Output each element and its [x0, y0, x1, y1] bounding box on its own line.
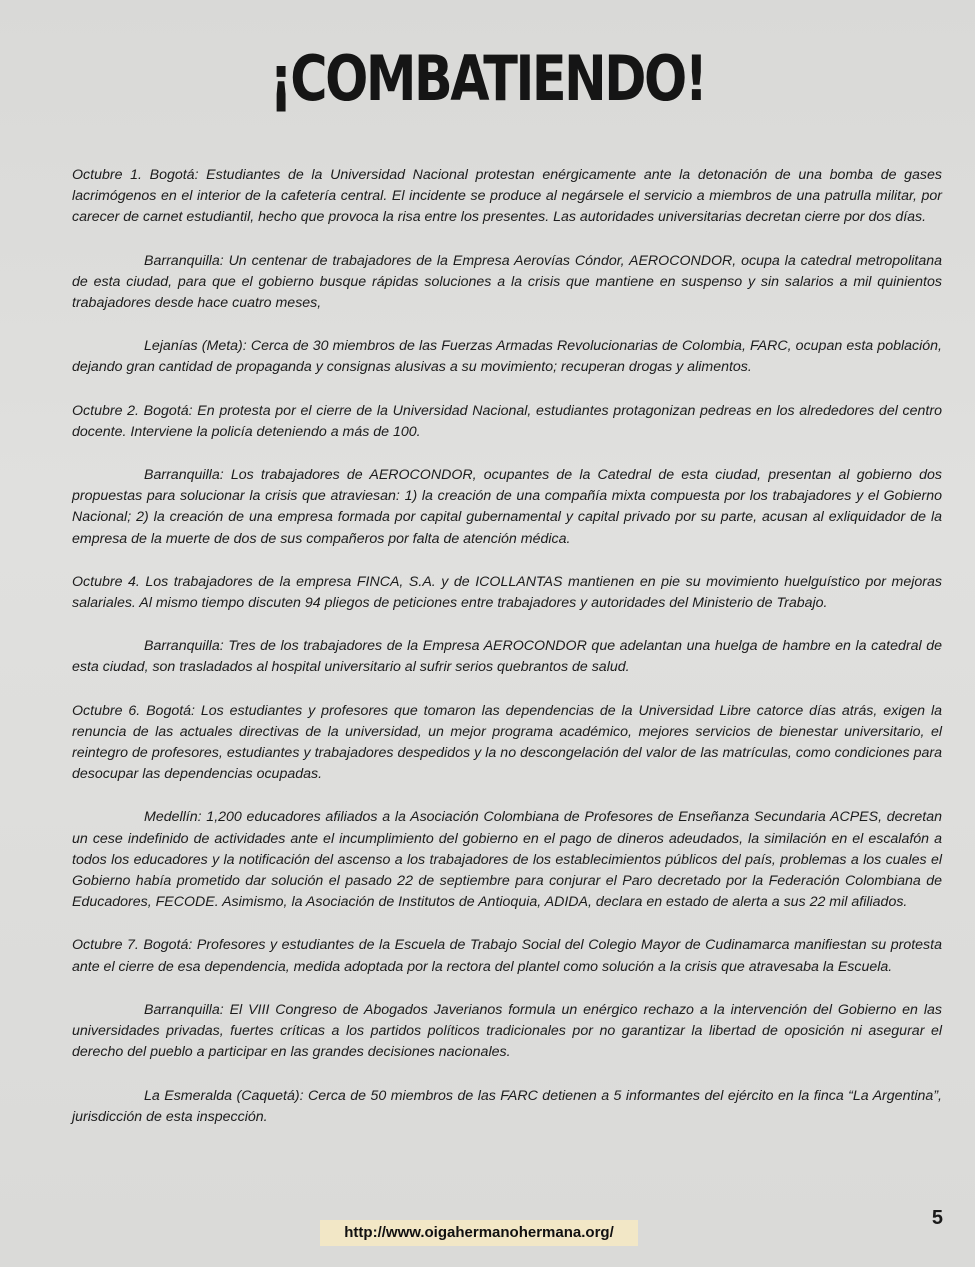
entry-oct6-bogota: Octubre 6. Bogotá: Los estudiantes y profesores que tomaron las dependencias de la Universidad Libre catorce días atrás, exigen la renuncia de las actuales directivas de la universidad, un mejor programa académico, mejores servicios de bienestar universitario, el reintegro de profesores, estudiantes y trabajadores despedidos y la no descongelación del valor de las matrículas, como condiciones para desocupar las dependencias ocupadas. — [72, 702, 942, 783]
entry-oct6-medellin: Medellín: 1,200 educadores afiliados a la Asociación Colombiana de Profesores de Enseñanza Secundaria ACPES, decretan un cese indefinido de actividades ante el incumplimiento del gobierno en el pago de dineros adeudados, la similación en el escalafón a todos los educadores y la notificación del ascenso a los trabajadores de los establecimientos públicos del país, problemas a los cuales el Gobierno había prometido dar solución el pasado 22 de septiembre para conjurar el Paro decretado por la Federación Colombiana de Educadores, FECODE. Asimismo, la Asociación de Institutos de Antioquia, ADIDA, declara en estado de alerta a sus 22 mil afiliados. — [72, 809, 942, 911]
chronicle-body — [72, 165, 942, 1150]
page-number: 5 — [931, 1207, 943, 1229]
entry-oct1-bogota: Octubre 1. Bogotá: Estudiantes de la Universidad Nacional protestan enérgicamente ante la detonación de una bomba de gases lacrimógenos en el interior de la cafetería central. El incidente se produce al negársele el servicio a miembros de una patrulla militar, por carecer de carnet estudiantil, hecho que provoca la risa entre los presentes. Las autoridades universitarias decretan cierre por dos días. — [72, 167, 942, 226]
page-title: ¡COMBATIENDO! — [269, 42, 706, 115]
entry-oct7-barranquilla: Barranquilla: El VIII Congreso de Abogados Javerianos formula un enérgico rechazo a la intervención del Gobierno en las universidades privadas, fuertes críticas a los partidos políticos tradicionales por no garantizar la libertad de oposición ni asegurar el derecho del pueblo a participar en las grandes decisiones nacionales. — [72, 1001, 942, 1061]
entry-oct4: Octubre 4. Los trabajadores de la empresa FINCA, S.A. y de ICOLLANTAS mantienen en pie su movimiento huelguístico por mejoras salariales. Al mismo tiempo discuten 94 pliegos de peticiones entre trabajadores y autoridades del Ministerio de Trabajo. — [72, 573, 942, 612]
entry-oct1-lejanias: Lejanías (Meta): Cerca de 30 miembros de las Fuerzas Armadas Revolucionarias de Colombia, FARC, ocupan esta población, dejando gran cantidad de propaganda y consignas alusivas a su movimiento; recuperan drogas y alimentos. — [72, 338, 942, 376]
entry-oct2-barranquilla: Barranquilla: Los trabajadores de AEROCONDOR, ocupantes de la Catedral de esta ciudad, presentan al gobierno dos propuestas para solucionar la crisis que atraviesan: 1) la creación de una compañía mixta compuesta por los trabajadores y el Gobierno Nacional; 2) la creación de una empresa formada por capital gubernamental y capital privado por su parte, acusan al exliquidador de la empresa de la muerte de dos de sus compañeros por falta de atención médica. — [72, 467, 942, 547]
entry-oct7-bogota: Octubre 7. Bogotá: Profesores y estudiantes de la Escuela de Trabajo Social del Colegio Mayor de Cudinamarca manifiestan su protesta ante el cierre de esa dependencia, medida adoptada por la rectora del plantel como solución a la crisis que atravesaba la Escuela. — [72, 937, 942, 975]
entry-oct7-la-esmeralda: La Esmeralda (Caquetá): Cerca de 50 miembros de las FARC detienen a 5 informantes del ejército en la finca “La Argentina”, jurisdicción de esta inspección. — [72, 1087, 942, 1125]
entry-oct1-barranquilla: Barranquilla: Un centenar de trabajadores de la Empresa Aerovías Cóndor, AEROCONDOR, ocupa la catedral metropolitana de esta ciudad, para que el gobierno busque rápidas soluciones a la crisis que mantiene en suspenso y sin salarios a mil quinientos trabajadores desde hace cuatro meses, — [72, 252, 942, 312]
entry-oct2-bogota: Octubre 2. Bogotá: En protesta por el cierre de la Universidad Nacional, estudiantes protagonizan pedreas en los alrededores del centro docente. Interviene la policía deteniendo a más de 100. — [72, 402, 942, 440]
source-url-link[interactable]: http://www.oigahermanohermana.org/ — [320, 1220, 638, 1246]
entry-oct4-barranquilla: Barranquilla: Tres de los trabajadores de la Empresa AEROCONDOR que adelantan una huelga de hambre en la catedral de esta ciudad, son trasladados al hospital universitario al sufrir serios quebrantos de salud. — [72, 638, 942, 676]
